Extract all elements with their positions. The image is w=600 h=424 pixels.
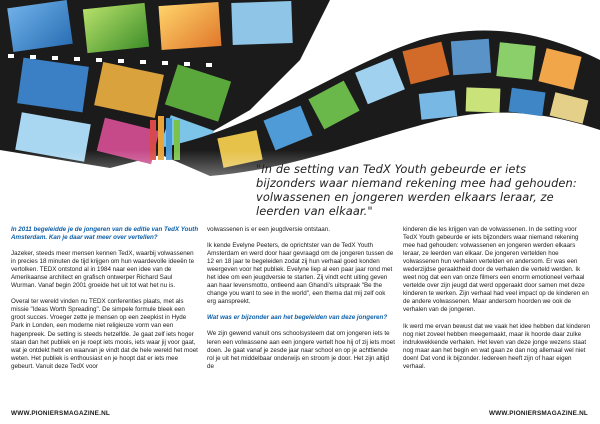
paragraph: Ik kende Evelyne Peeters, de oprichtster van de TedX Youth Amsterdam en werd door haar gevraagd om de jongeren tussen de 12 en 18 jaar te begeleiden zodat zij hun verhaal goed konden weergeven voor het publiek. Evelyne liep al een paar jaar rond met het idee om een jeugdversie te starten. Zij vindt echt uiting geven aan haar levensmotto, ontleend aan Ghandi's uitspraak "Be the change you want to see in the world", een thema dat mij zelf ook erg aanspreekt. <box>207 242 394 306</box>
footer-url-right[interactable]: WWW.PIONIERSMAGAZINE.NL <box>488 410 588 417</box>
article-column-1 <box>11 226 199 379</box>
article-column-3 <box>403 226 591 379</box>
article-column-2 <box>207 226 395 379</box>
paragraph: We zijn gewend vanuit ons schoolsysteem dat om jongeren iets te leren een volwassene aan een jongere vertelt hoe hij of zij iets moet doen. Je gaat vanaf je zesde jaar naar school en op je achttiende rol je uit het middelbaar onderwijs en stroom je door. Het zijn altijd de <box>207 330 395 370</box>
interview-question: In 2011 begeleidde je de jongeren van de editie van TedX Youth Amsterdam. Kan je daar wat meer over vertellen? <box>11 226 199 242</box>
paragraph: Overal ter wereld vinden nu TEDX conferenties plaats, met als missie "Ideas Worth Spreading". De simpele formule bleek een groot succes. Vroeger zette je mensen op een zeepkist in Hyde Park in Londen, een moderne niet religieuze vorm van een hagenpreek. De setting is steeds hetzelfde. Je gaat zelf iets hoger staan dan het publiek en je roept iets moois, iets waar jij voor gaat, wat je ontdekt hebt en waarvan je vindt dat de hele wereld het moet weten. Het publiek is enthousiast en je hoopt dat er iets mee gebeurt. Vanuit deze TedX voor <box>11 298 198 370</box>
paragraph: volwassenen is er een jeugdversie ontstaan. <box>207 226 330 233</box>
paragraph: kinderen die les krijgen van de volwassenen. In de setting voor TedX Youth gebeurde er iets bijzonders waar niemand rekening mee had gehouden: volwassenen en jongeren werden elkaars leraar, ze leerden van elkaar. De jongeren vertelden hoe volwassenen hun verhalen vertelden en andersom. Er was een wederzijdse geraaktheid door de verhalen die verteld werden. Ik weet nog dat een van onze filmers een enorm emotioneel verhaal vertelde over zijn jeugd dat werd opgeraakt door samen met deze kinderen te werken. Zijn verhaal had veel impact op de kinderen en de andere volwassenen. Maar andersom hoorden we ook de verhalen van de jongeren. <box>403 226 589 314</box>
paragraph: Ik werd me ervan bewust dat we vaak het idee hebben dat kinderen nog niet zoveel hebben meegemaakt, maar ik hoorde daar zulke indrukwekkende verhalen. Het leven van deze jonge wezens staat nog maar aan het begin en wat gaan ze dan nog allemaal wel niet doen! Dat vond ik bijzonder. Iedereen heeft zijn of haar eigen verhaal. <box>403 322 591 370</box>
paragraph: Jazeker, steeds meer mensen kennen TedX, waarbij volwassenen in precies 18 minuten de tijd krijgen om hun waardevolle ideeën te vertolken. TEDX ontstond al in 1984 naar een idee van de Amerikaanse architect en grafisch ontwerper Richard Saul Wurman. Vanaf begin 2001 groeide het uit tot wat het nu is. <box>11 250 195 290</box>
pull-quote: "In de setting van TedX Youth gebeurde er iets bijzonders waar niemand rekening mee had gehouden: volwassenen en jongeren werden elkaars leraar, ze leerden van elkaar." <box>256 162 577 218</box>
interview-question: Wat was er bijzonder aan het begeleiden van deze jongeren? <box>207 314 388 322</box>
footer-url-left[interactable]: WWW.PIONIERSMAGAZINE.NL <box>11 410 111 417</box>
